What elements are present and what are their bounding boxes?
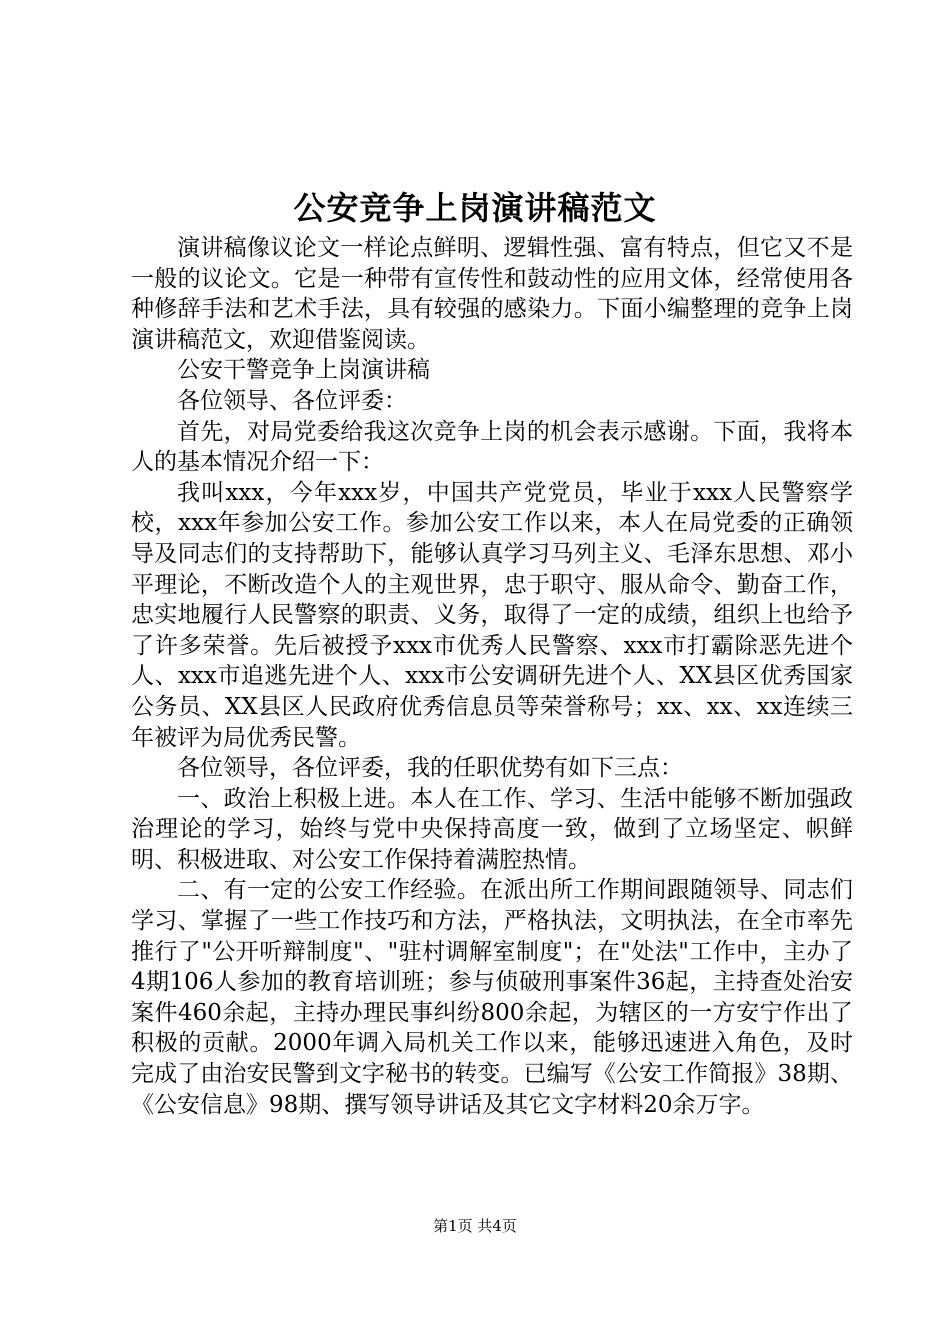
- page-number-footer: 第1页 共4页: [433, 1217, 517, 1235]
- advantages-intro: 各位领导，各位评委，我的任职优势有如下三点：: [177, 755, 683, 782]
- salutation: 各位领导、各位评委：: [177, 387, 407, 414]
- document-title: 公安竞争上岗演讲稿范文: [293, 189, 657, 227]
- thanks-paragraph: 首先，对局党委给我这次竞争上岗的机会表示感谢。下面，我将本人的基本情况介绍一下：: [131, 418, 853, 476]
- advantage-one-paragraph: 一、政治上积极上进。本人在工作、学习、生活中能够不断加强政治理论的学习，始终与党中央保持高度一致，做到了立场坚定、帜鲜明、积极进取、对公安工作保持着满腔热情。: [131, 785, 853, 873]
- advantage-two-paragraph: 二、有一定的公安工作经验。在派出所工作期间跟随领导、同志们学习、掌握了一些工作技巧和方法，严格执法，文明执法，在全市率先推行了"公开听辩制度"、"驻村调解室制度"；在"处法"工作中，主办了4期106人参加的教育培训班；参与侦破刑事案件36起，主持查处治安案件460余起，主持办理民事纠纷800余起，为辖区的一方安宁作出了积极的贡献。2000年调入局机关工作以来，能够迅速进入角色，及时完成了由治安民警到文字秘书的转变。已编写《公安工作简报》38期、《公安信息》98期、撰写领导讲话及其它文字材料20余万字。: [131, 877, 853, 1118]
- intro-paragraph: 演讲稿像议论文一样论点鲜明、逻辑性强、富有特点，但它又不是一般的议论文。它是一种带有宣传性和鼓动性的应用文体，经常使用各种修辞手法和艺术手法，具有较强的感染力。下面小编整理的竞争上岗演讲稿范文，欢迎借鉴阅读。: [131, 235, 853, 353]
- document-body: [131, 233, 853, 1120]
- speech-heading: 公安干警竞争上岗演讲稿: [177, 357, 430, 384]
- background-paragraph: 我叫xxx，今年xxx岁，中国共产党党员，毕业于xxx人民警察学校，xxx年参加公安工作。参加公安工作以来，本人在局党委的正确领导及同志们的支持帮助下，能够认真学习马列主义、毛泽东思想、邓小平理论，不断改造个人的主观世界，忠于职守、服从命令、勤奋工作，忠实地履行人民警察的职责、义务，取得了一定的成绩，组织上也给予了许多荣誉。先后被授予xxx市优秀人民警察、xxx市打霸除恶先进个人、xxx市追逃先进个人、xxx市公安调研先进个人、XX县区优秀国家公务员、XX县区人民政府优秀信息员等荣誉称号；xx、xx、xx连续三年被评为局优秀民警。: [131, 479, 853, 751]
